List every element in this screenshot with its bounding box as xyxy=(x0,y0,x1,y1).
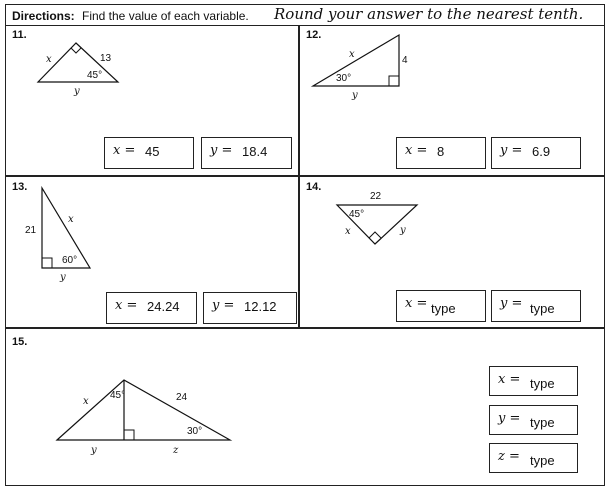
label-12-y: y xyxy=(352,90,358,101)
label-13-y: y xyxy=(60,272,66,283)
problem-11-number: 11. xyxy=(12,29,27,41)
problem-13-y-answer-box[interactable] xyxy=(203,292,297,324)
right-angle-mark-11 xyxy=(71,48,81,53)
label-15-side: 24 xyxy=(176,392,188,403)
label-14-y: y xyxy=(400,225,406,236)
label-14-x: x xyxy=(345,226,351,237)
right-angle-mark-14 xyxy=(369,232,381,238)
label-13-angle: 60° xyxy=(62,255,78,266)
label-15-angle-top: 45° xyxy=(110,390,126,401)
problem-13-x-answer-box[interactable] xyxy=(106,292,197,324)
answer-value[interactable]: 45 xyxy=(145,144,160,159)
label-15-x: x xyxy=(83,396,89,407)
answer-var-label: y = xyxy=(500,143,523,158)
answer-var-label: x = xyxy=(498,372,521,387)
answer-value[interactable]: 18.4 xyxy=(242,144,268,159)
problem-12-figure xyxy=(305,30,415,105)
answer-var-label: x = xyxy=(405,296,428,311)
directions-text: Find the value of each variable. xyxy=(82,9,249,23)
problem-13-figure xyxy=(20,182,100,284)
label-12-x: x xyxy=(349,49,355,60)
answer-var-label: y = xyxy=(498,411,521,426)
problem-14-number: 14. xyxy=(306,181,322,193)
label-11-x: x xyxy=(46,54,52,65)
problem-14-y-answer-box[interactable] xyxy=(491,290,581,322)
handwritten-note: Round your answer to the nearest tenth. xyxy=(274,5,584,23)
answer-value[interactable]: type xyxy=(530,415,555,430)
problem-11-figure xyxy=(30,38,130,98)
problem-12-y-answer-box[interactable] xyxy=(491,137,581,169)
label-15-angle-right: 30° xyxy=(187,426,203,437)
answer-var-label: x = xyxy=(113,143,136,158)
answer-var-label: y = xyxy=(210,143,233,158)
problem-11-x-answer-box[interactable] xyxy=(104,137,194,169)
problem-15-x-answer-box[interactable] xyxy=(489,366,578,396)
triangle-15 xyxy=(57,380,230,440)
answer-var-label: x = xyxy=(115,298,138,313)
answer-var-label: x = xyxy=(405,143,428,158)
label-13-x: x xyxy=(68,214,74,225)
answer-value[interactable]: type xyxy=(530,301,555,316)
problem-14-x-answer-box[interactable] xyxy=(396,290,486,322)
label-11-side: 13 xyxy=(100,53,112,64)
problem-15-y-answer-box[interactable] xyxy=(489,405,578,435)
right-angle-mark-15 xyxy=(124,430,134,440)
right-angle-mark-13 xyxy=(42,258,52,268)
row-divider-2 xyxy=(6,327,604,329)
label-14-side: 22 xyxy=(370,191,382,202)
problem-14-figure xyxy=(330,185,425,250)
answer-var-label: z = xyxy=(498,449,520,464)
problem-11-y-answer-box[interactable] xyxy=(201,137,292,169)
answer-value[interactable]: 24.24 xyxy=(147,299,180,314)
directions-header xyxy=(6,5,604,26)
problem-12-number: 12. xyxy=(306,29,322,41)
label-15-y: y xyxy=(91,445,97,456)
answer-value[interactable]: type xyxy=(530,453,555,468)
label-11-angle: 45° xyxy=(87,70,103,81)
label-11-y: y xyxy=(74,86,80,97)
label-14-angle: 45° xyxy=(349,209,365,220)
problem-13-number: 13. xyxy=(12,181,28,193)
answer-value[interactable]: 6.9 xyxy=(532,144,551,159)
answer-value[interactable]: type xyxy=(530,376,555,391)
label-12-angle: 30° xyxy=(336,73,352,84)
label-15-z: z xyxy=(173,445,179,456)
problem-15-figure xyxy=(45,376,245,461)
answer-var-label: y = xyxy=(500,296,523,311)
problem-15-number: 15. xyxy=(12,336,28,348)
problem-15-z-answer-box[interactable] xyxy=(489,443,578,473)
answer-var-label: y = xyxy=(212,298,235,313)
label-12-side: 4 xyxy=(402,55,408,66)
problem-12-x-answer-box[interactable] xyxy=(396,137,486,169)
answer-value[interactable]: 8 xyxy=(437,144,445,159)
answer-value[interactable]: 12.12 xyxy=(244,299,277,314)
answer-value[interactable]: type xyxy=(431,301,456,316)
triangle-12 xyxy=(313,35,399,86)
row-divider-1 xyxy=(6,175,604,177)
label-13-side: 21 xyxy=(25,225,37,236)
directions-label: Directions: xyxy=(12,9,75,23)
right-angle-mark-12 xyxy=(389,76,399,86)
